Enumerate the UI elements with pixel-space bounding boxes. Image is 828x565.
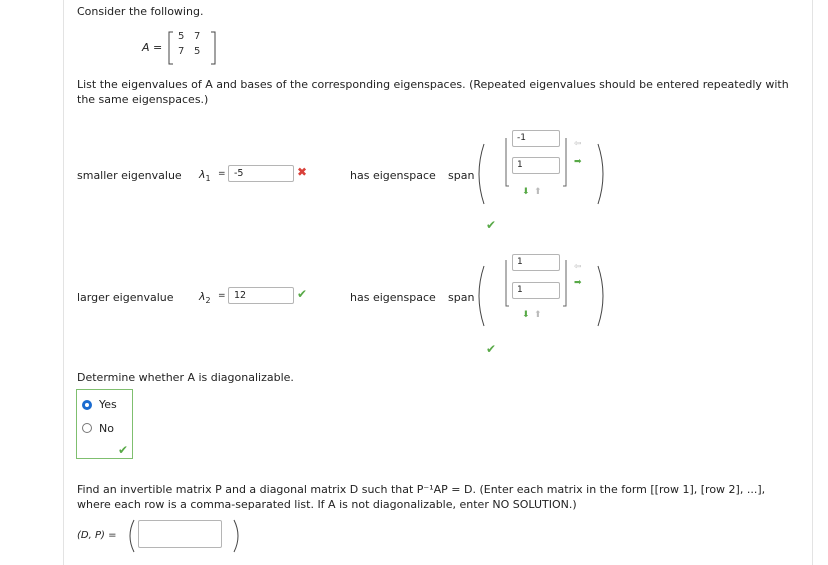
lambda-symbol: λ [199,168,206,181]
dp-input[interactable] [138,520,222,548]
larger-eigenvalue-input[interactable]: 12 [228,287,294,304]
radio-no[interactable] [82,423,92,433]
larger-span-label: span [448,291,475,304]
smaller-span-brackets [472,138,612,210]
diagonalizable-answer-box [76,389,133,459]
larger-vector-input-1[interactable]: 1 [512,254,560,271]
larger-eigenvalue-label: larger eigenvalue [77,291,174,304]
lambda-2 [199,289,211,308]
smaller-span-label: span [448,169,475,182]
smaller-vector-input-1[interactable]: -1 [512,130,560,147]
correct-icon: ✔ [486,218,497,232]
lambda-subscript: 2 [205,296,211,306]
smaller-eigenspace-label: has eigenspace [350,169,436,182]
larger-vector-input-2[interactable]: 1 [512,282,560,299]
right-arrow-icon[interactable]: ➡ [574,278,582,288]
find-matrix-instructions: Find an invertible matrix P and a diagonal matrix D such that P⁻¹AP = D. (Enter each matrix in the form [[row 1], [row 2], ...], where each row is a comma-separated list. If A is not diagonalizable, enter NO SOLUTION.) [77,483,766,511]
equals-sign: = [218,169,226,179]
correct-icon: ✔ [486,342,497,356]
radio-no-label: No [99,422,114,435]
page-border-right [812,0,813,565]
correct-icon: ✔ [118,443,129,457]
equals-sign: = [218,291,226,301]
matrix-brackets [167,30,217,66]
incorrect-icon: ✖ [297,165,308,179]
radio-yes-label: Yes [99,398,117,411]
correct-icon: ✔ [297,287,308,301]
smaller-vector-input-2[interactable]: 1 [512,157,560,174]
page-border-left [63,0,64,565]
left-arrow-icon[interactable]: ⇦ [574,262,582,272]
dp-label: (D, P) = [77,530,117,541]
matrix-cell: 5 [194,46,201,57]
instructions-text: List the eigenvalues of A and bases of the corresponding eigenspaces. (Repeated eigenvalues should be entered repeatedly with the same eigenspaces.) [77,78,789,106]
radio-yes[interactable] [82,400,92,410]
left-arrow-icon[interactable]: ⇦ [574,139,582,149]
smaller-eigenvalue-label: smaller eigenvalue [77,169,182,182]
matrix-cell: 7 [194,31,201,42]
lambda-1 [199,167,211,186]
right-arrow-icon[interactable]: ➡ [574,157,582,167]
matrix-cell: 5 [178,31,185,42]
down-arrow-icon[interactable]: ⬇ [522,187,530,197]
up-arrow-icon[interactable]: ⬆ [534,310,542,320]
lambda-symbol: λ [199,290,206,303]
smaller-eigenvalue-input[interactable]: -5 [228,165,294,182]
up-arrow-icon[interactable]: ⬆ [534,187,542,197]
diagonalizable-question: Determine whether A is diagonalizable. [77,371,294,384]
lambda-subscript: 1 [205,174,211,184]
down-arrow-icon[interactable]: ⬇ [522,310,530,320]
matrix-cell: 7 [178,46,185,57]
matrix-label: A = [142,41,163,54]
intro-text: Consider the following. [77,5,204,18]
larger-eigenspace-label: has eigenspace [350,291,436,304]
